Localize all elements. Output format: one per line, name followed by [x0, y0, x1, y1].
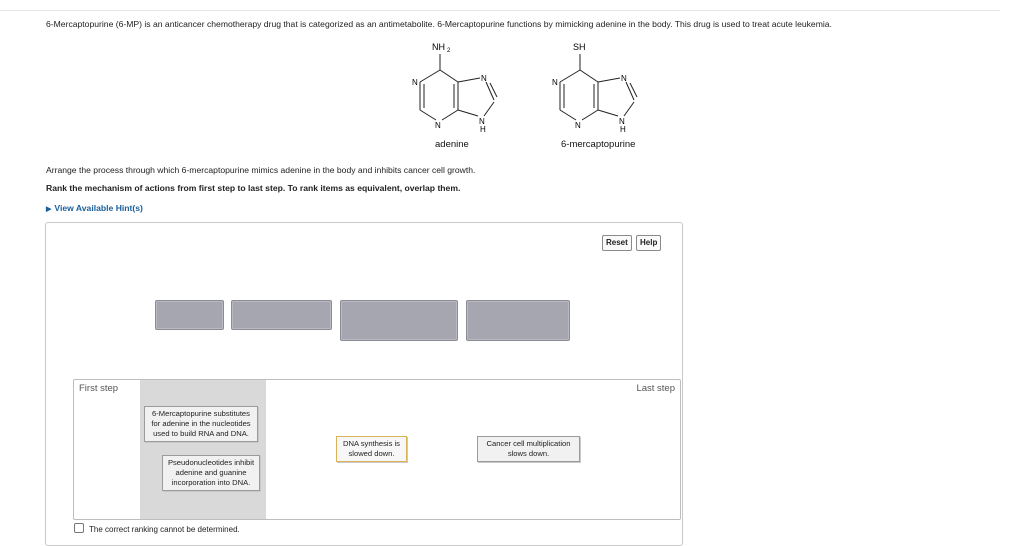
mercaptopurine-caption: 6-mercaptopurine [561, 139, 636, 150]
empty-card-slot[interactable] [155, 300, 224, 330]
svg-text:N: N [481, 74, 487, 83]
svg-text:N: N [575, 121, 581, 130]
empty-card-slot[interactable] [466, 300, 570, 341]
empty-card-slot[interactable] [231, 300, 332, 330]
cannot-determine-label: The correct ranking cannot be determined. [89, 525, 240, 534]
svg-text:N: N [435, 121, 441, 130]
svg-text:N: N [412, 78, 418, 87]
svg-text:SH: SH [573, 42, 586, 52]
question-instructions: Rank the mechanism of actions from first step to last step. To rank items as equivalent, overlap them. [46, 183, 461, 193]
first-step-column [140, 380, 266, 519]
view-hints-link[interactable] [46, 203, 143, 213]
help-button[interactable]: Help [636, 235, 661, 251]
ranking-card[interactable]: Pseudonucleotides inhibit adenine and guanine incorporation into DNA. [162, 455, 260, 491]
ranking-area[interactable] [73, 379, 681, 520]
svg-text:N: N [552, 78, 558, 87]
mercaptopurine-structure [538, 38, 648, 136]
hint-label: View Available Hint(s) [54, 203, 143, 213]
intro-text: 6-Mercaptopurine (6-MP) is an anticancer chemotherapy drug that is categorized as an antimetabolite. 6-Mercaptopurine functions by mimicking adenine in the body. This drug is used to treat acute leukemia. [46, 19, 832, 29]
ranking-card[interactable]: Cancer cell multiplication slows down. [477, 436, 580, 462]
adenine-caption: adenine [435, 139, 469, 150]
svg-text:N: N [479, 117, 485, 126]
reset-button[interactable]: Reset [602, 235, 632, 251]
last-step-label: Last step [636, 383, 675, 394]
adenine-structure [398, 38, 508, 136]
svg-text:2: 2 [447, 48, 451, 54]
ranking-card[interactable]: 6-Mercaptopurine substitutes for adenine in the nucleotides used to build RNA and DNA. [144, 406, 258, 442]
cannot-determine-option[interactable] [74, 523, 240, 534]
svg-text:N: N [619, 117, 625, 126]
triangle-right-icon: ▶ [46, 206, 52, 213]
svg-text:H: H [620, 125, 626, 134]
question-text: Arrange the process through which 6-mercaptopurine mimics adenine in the body and inhibits cancer cell growth. [46, 165, 476, 175]
checkbox[interactable] [74, 523, 84, 533]
ranking-card[interactable]: DNA synthesis is slowed down. [336, 436, 407, 462]
empty-card-slot[interactable] [340, 300, 458, 341]
svg-text:H: H [480, 125, 486, 134]
svg-text:N: N [621, 74, 627, 83]
svg-text:NH: NH [432, 42, 445, 52]
top-divider [0, 10, 1000, 11]
first-step-label: First step [79, 383, 119, 394]
ranking-panel [45, 222, 683, 546]
